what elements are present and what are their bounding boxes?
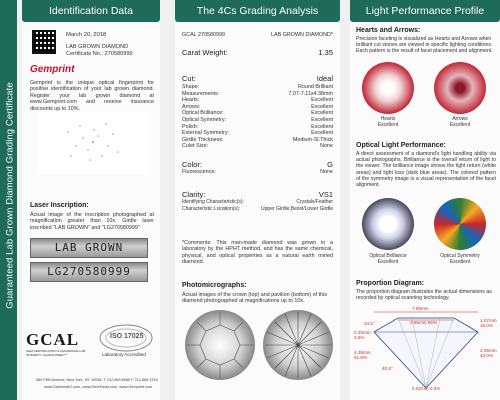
- arrows-image: [434, 62, 486, 114]
- optical-light-description: A direct assessment of a diamond's light handling ability via actual photographs. Brilliance is the overall return of light to the viewer. The brilliance image shows the light return (white areas) and light loss (dark blue areas). The colored pattern of the symmetry image is a visual representation of the facet alignment.: [356, 151, 496, 189]
- pd-table: 3.95mm 56%: [410, 320, 438, 325]
- clarity-value: VS1: [318, 190, 333, 199]
- pd-pavilion-angle: 40.8°: [382, 366, 393, 371]
- proportion-diagram-title: Proportion Diagram:: [356, 280, 425, 287]
- identification-header: Identification Data: [22, 0, 160, 22]
- proportion-diagram: [354, 306, 498, 394]
- date-text: March 20, 2018: [66, 32, 107, 38]
- gcal-logo-subtitle: GEM CERTIFICATION & ASSURANCE LAB: [26, 349, 86, 353]
- photomicrographs-description: Actual images of the crown (top) and pavilion (bottom) of this diamond photographed at magnifications up to 10x.: [182, 292, 328, 305]
- optical-symmetry-image: [434, 198, 486, 250]
- grading-header: The 4Cs Grading Analysis: [175, 0, 340, 22]
- carat-value: 1.35: [318, 48, 333, 57]
- carat-label: Carat Weight:: [182, 48, 228, 57]
- optical-light-title: Optical Light Performance:: [356, 142, 446, 149]
- optical-brilliance-image: [362, 198, 414, 250]
- cut-value: Ideal: [316, 74, 333, 83]
- pd-crown-right: 1.07mm 15.0%: [480, 318, 497, 329]
- inscription-image-number: LG270580999: [30, 262, 148, 282]
- pd-pavilion-right: 3.06mm 43.0%: [480, 348, 497, 359]
- identification-column: [22, 0, 160, 400]
- cut-details: Shape: Round Brilliant Measurements: 7.07-7.11x4.38mm Hearts: Excellent Arrows: Excellent Optical Brilliance: Excellent Optical Symmetry: Excellent Polish: Excellent External Symmetry: Excellent Girdle Thickness: Medium-Sl.Thick Culet Size: None: [182, 84, 333, 150]
- arrows-label: Arrows Excellent: [449, 116, 471, 128]
- optical-brilliance-label: Optical Brilliance Excellent: [369, 253, 407, 265]
- iso-logo: [96, 322, 156, 362]
- lab-address: 580 Fifth Avenue, New York, NY 10036, T 212.869.8985 F 212.869.2315: [36, 378, 158, 382]
- grading-column: [175, 0, 340, 400]
- pd-crown-height: 0.25mm 3.5%: [354, 330, 371, 341]
- gemprint-image: [38, 112, 148, 174]
- gemprint-description: Gemprint is the unique optical fingerprint for positive identification of your lab grown diamond. Register your lab grown diamond at www.Gemprint.com and receive insurance discounts up to 10%.: [30, 80, 154, 112]
- gcal-logo-tagline: INTEGRITY GUARANTEED™: [26, 353, 67, 357]
- clarity-label: Clarity:: [182, 190, 206, 199]
- optical-symmetry-label: Optical Symmetry Excellent: [440, 253, 480, 265]
- qr-code: [32, 30, 56, 54]
- sidebar-title: Guaranteed Lab Grown Diamond Grading Certificate: [4, 82, 16, 309]
- iso-logo-subtitle: Laboratory Accredited: [102, 352, 146, 357]
- hearts-image: [362, 62, 414, 114]
- fluorescence-row: Fluorescence: None: [182, 169, 333, 175]
- photomicrographs-title: Photomicrographs:: [182, 282, 247, 289]
- pd-crown-angle: 34.5°: [364, 321, 375, 326]
- color-label: Color:: [182, 160, 203, 169]
- hearts-label: Hearts Excellent: [377, 116, 399, 128]
- laser-inscription-title: Laser Inscription:: [30, 202, 89, 209]
- comments-text: *Comments: This man-made diamond was grown in a laboratory by the HPHT method, and has the same chemical, physical, and optical properties as a natural earth mined diamond.: [182, 240, 333, 266]
- pavilion-photo: [263, 310, 333, 380]
- crown-photo: [185, 310, 255, 380]
- clarity-details: Identifying Characteristic(s): Crystals/Feather Characteristic Location(s): Upper Girdle,Bezel/Lower Girdle: [182, 199, 333, 212]
- hearts-arrows-title: Hearts and Arrows:: [356, 27, 421, 34]
- pd-culet: 0.02mm 0.3%: [412, 386, 441, 391]
- inscription-image-lab-grown: LAB GROWN: [30, 238, 148, 258]
- cut-label: Cut:: [182, 74, 196, 83]
- iso-logo-text: ISO 17025: [110, 333, 144, 340]
- laser-inscription-description: Actual image of the inscription photographed at magnification greater than 10x. Girdle laser inscribed "LAB GROWN" and "LG270580999": [30, 212, 154, 231]
- light-performance-header: Light Performance Profile: [350, 0, 500, 22]
- gemprint-logo: Gemprint: [30, 64, 75, 75]
- certificate-sidebar: [0, 0, 17, 400]
- gcal-logo: GCAL: [26, 330, 80, 349]
- product-text: LAB GROWN DIAMOND: [66, 44, 129, 50]
- color-value: G: [327, 160, 333, 169]
- hearts-arrows-description: Precision faceting is visualized as Hearts and Arrows when brilliant cut stones are viewed in specific lighting conditions. Each pattern is the result of facet placement and alignment.: [356, 36, 493, 55]
- pd-total-width: 7.06mm: [412, 306, 429, 311]
- lab-grown-label: LAB GROWN DIAMOND*: [271, 32, 333, 38]
- light-performance-column: [350, 0, 500, 400]
- certificate-number: Certificate No.: 270580999: [66, 51, 133, 57]
- proportion-diagram-description: The proportion diagram illustrates the actual dimensions as recorded by optical scanning technology.: [356, 289, 492, 302]
- lab-websites: www.DiamondID.com, www.GemFacts.com, www.Gemprint.com: [44, 385, 153, 389]
- gcal-number: GCAL 270580999: [182, 32, 225, 38]
- pd-total-depth: 4.38mm 61.8%: [354, 350, 371, 361]
